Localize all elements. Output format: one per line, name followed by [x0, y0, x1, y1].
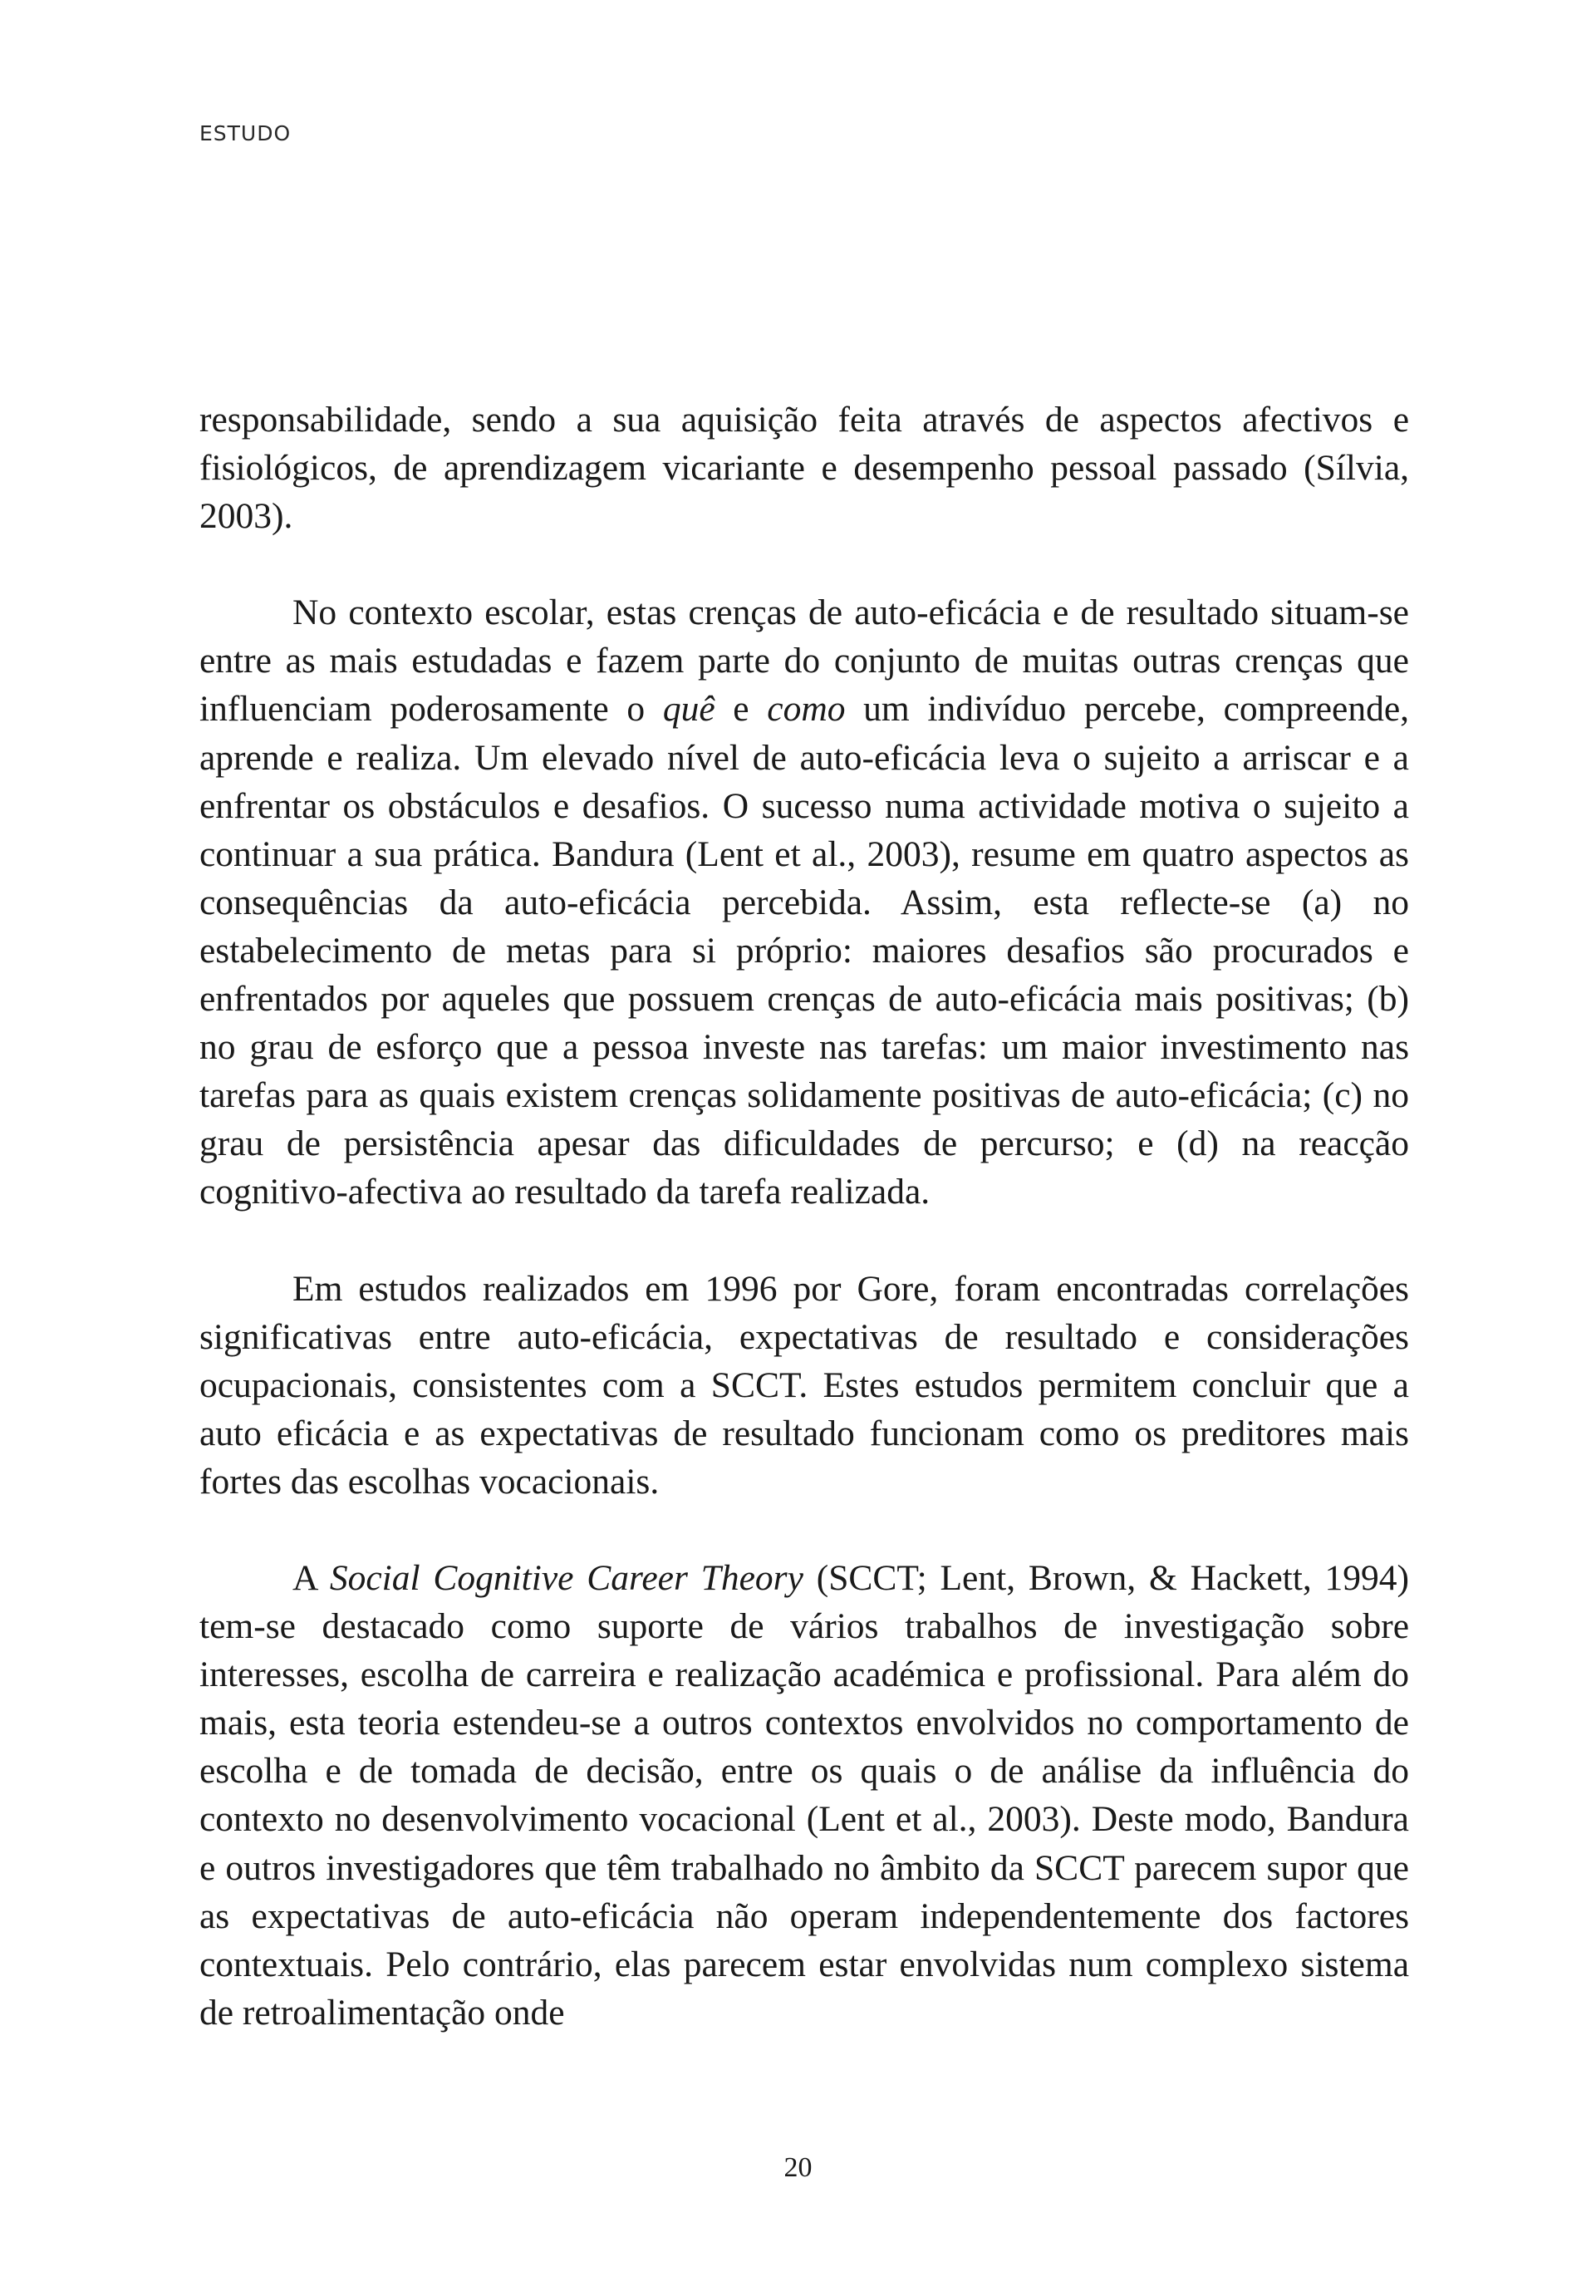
paragraph-2-text-c: e [715, 689, 768, 730]
paragraph-2-text-a: No contexto escolar, estas crenças de auto-eficácia e de resultado situam-se entre as mais estudadas e fazem parte do conjunto de muitas outras crenças que influenciam poderosamente o [199, 592, 1409, 730]
paragraph-4-italic-theory-name: Social Cognitive Career Theory [329, 1557, 803, 1598]
paragraph-4-text-c: (SCCT; Lent, Brown, & Hackett, 1994) tem-se destacado como suporte de vários trabalhos de investigação sobre interesses, escolha de carreira e realização académica e profissional. Para além do mais, esta teoria estendeu-se a outros contextos envolvidos no comportamento de escolha e de tomada de decisão, entre os quais o de análise da influência do contexto no desenvolvimento vocacional (Lent et al., 2003). Deste modo, Bandura e outros investigadores que têm trabalhado no âmbito da SCCT parecem supor que as expectativas de auto-eficácia não operam independentemente dos factores contextuais. Pelo contrário, elas parecem estar envolvidas num complexo sistema de retroalimentação onde [199, 1557, 1409, 2033]
paragraph-4-text-a: A [292, 1557, 330, 1598]
paragraph-2-text-e: um indivíduo percebe, compreende, aprende e realiza. Um elevado nível de auto-eficácia leva o sujeito a arriscar e a enfrentar os obstáculos e desafios. O sucesso numa actividade motiva o sujeito a continuar a sua prática. Bandura (Lent et al., 2003), resume em quatro aspectos as consequências da auto-eficácia percebida. Assim, esta reflecte-se (a) no estabelecimento de metas para si próprio: maiores desafios são procurados e enfrentados por aqueles que possuem crenças de auto-eficácia mais positivas; (b) no grau de esforço que a pessoa investe nas tarefas: um maior investimento nas tarefas para as quais existem crenças solidamente positivas de auto-eficácia; (c) no grau de persistência apesar das dificuldades de percurso; e (d) na reacção cognitivo-afectiva ao resultado da tarefa realizada. [199, 689, 1410, 1212]
paragraph-4 [199, 1554, 1409, 2037]
running-header: ESTUDO [199, 121, 292, 145]
paragraph-2 [199, 588, 1409, 1216]
page-number: 20 [783, 2152, 813, 2183]
paragraph-3: Em estudos realizados em 1996 por Gore, foram encontradas correlações significativas entre auto-eficácia, expectativas de resultado e considerações ocupacionais, consistentes com a SCCT. Estes estudos permitem concluir que a auto eficácia e as expectativas de resultado funcionam como os preditores mais fortes das escolhas vocacionais. [199, 1268, 1409, 1502]
paragraph-2-italic-como: como [767, 689, 846, 730]
body-text [199, 396, 1409, 2037]
paragraph-2-italic-que: quê [662, 689, 715, 730]
paragraph-1: responsabilidade, sendo a sua aquisição feita através de aspectos afectivos e fisiológicos, de aprendizagem vicariante e desempenho pessoal passado (Sílvia, 2003). [199, 400, 1409, 537]
